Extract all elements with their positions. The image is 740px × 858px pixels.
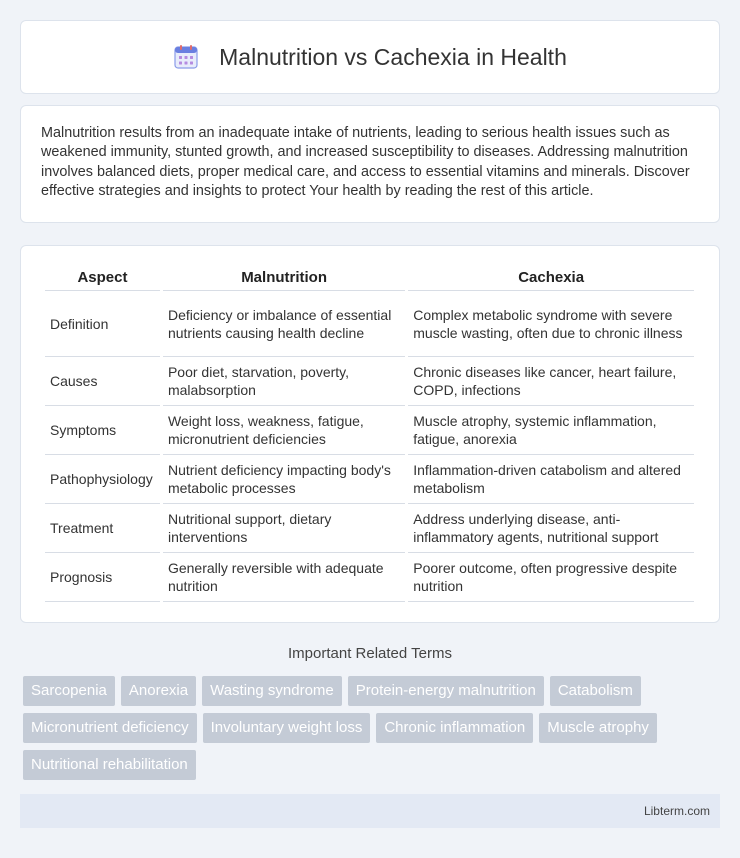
table-row (45, 553, 694, 602)
cell-cachexia: Muscle atrophy, systemic inflammation, fatigue, anorexia (408, 406, 694, 455)
cell-malnutrition: Poor diet, starvation, poverty, malabsorption (163, 357, 405, 406)
cell-aspect: Definition (45, 291, 160, 357)
header-aspect: Aspect (45, 262, 160, 291)
header-malnutrition: Malnutrition (163, 262, 405, 291)
cell-malnutrition: Deficiency or imbalance of essential nutrients causing health decline (163, 291, 405, 357)
table-row (45, 406, 694, 455)
tag-involuntary-weight-loss[interactable]: Involuntary weight loss (203, 713, 371, 743)
tag-chronic-inflammation[interactable]: Chronic inflammation (376, 713, 533, 743)
footer (20, 794, 720, 828)
related-terms-title: Important Related Terms (288, 645, 452, 662)
cell-aspect: Symptoms (45, 406, 160, 455)
cell-cachexia: Complex metabolic syndrome with severe muscle wasting, often due to chronic illness (408, 291, 694, 357)
intro-text: Malnutrition results from an inadequate intake of nutrients, leading to serious health issues such as weakened immunity, stunted growth, and increased susceptibility to diseases. Addressing malnutrition involves balanced diets, proper medical care, and access to essential vitamins and minerals. Discover effective strategies and insights to protect Your health by reading the rest of this article. (41, 125, 690, 200)
tag-sarcopenia[interactable]: Sarcopenia (23, 676, 115, 706)
cell-aspect: Pathophysiology (45, 455, 160, 504)
table-row (45, 504, 694, 553)
tag-catabolism[interactable]: Catabolism (550, 676, 641, 706)
table-row (45, 455, 694, 504)
cell-malnutrition: Nutrient deficiency impacting body's metabolic processes (163, 455, 405, 504)
footer-site-link[interactable]: Libterm.com (643, 804, 710, 818)
title-wrap (173, 44, 567, 71)
cell-cachexia: Chronic diseases like cancer, heart failure, COPD, infections (408, 357, 694, 406)
table-row (45, 291, 694, 357)
page-title: Malnutrition vs Cachexia in Health (219, 43, 567, 70)
comparison-table (42, 262, 697, 602)
table-row (45, 357, 694, 406)
header-cachexia: Cachexia (408, 262, 694, 291)
related-tags (23, 676, 723, 780)
cell-cachexia: Inflammation-driven catabolism and altered metabolism (408, 455, 694, 504)
header-card (20, 20, 720, 94)
cell-aspect: Prognosis (45, 553, 160, 602)
cell-malnutrition: Generally reversible with adequate nutrition (163, 553, 405, 602)
tag-anorexia[interactable]: Anorexia (121, 676, 196, 706)
cell-aspect: Causes (45, 357, 160, 406)
tag-micronutrient-deficiency[interactable]: Micronutrient deficiency (23, 713, 197, 743)
cell-cachexia: Poorer outcome, often progressive despite nutrition (408, 553, 694, 602)
table-header-row (45, 262, 694, 291)
cell-aspect: Treatment (45, 504, 160, 553)
comparison-table-card (20, 245, 720, 623)
cell-malnutrition: Nutritional support, dietary interventions (163, 504, 405, 553)
tag-nutritional-rehabilitation[interactable]: Nutritional rehabilitation (23, 750, 196, 780)
tag-muscle-atrophy[interactable]: Muscle atrophy (539, 713, 657, 743)
tag-protein-energy-malnutrition[interactable]: Protein-energy malnutrition (348, 676, 544, 706)
cell-malnutrition: Weight loss, weakness, fatigue, micronutrient deficiencies (163, 406, 405, 455)
tag-wasting-syndrome[interactable]: Wasting syndrome (202, 676, 342, 706)
intro-card (20, 105, 720, 223)
calendar-icon (173, 44, 199, 70)
cell-cachexia: Address underlying disease, anti-inflammatory agents, nutritional support (408, 504, 694, 553)
